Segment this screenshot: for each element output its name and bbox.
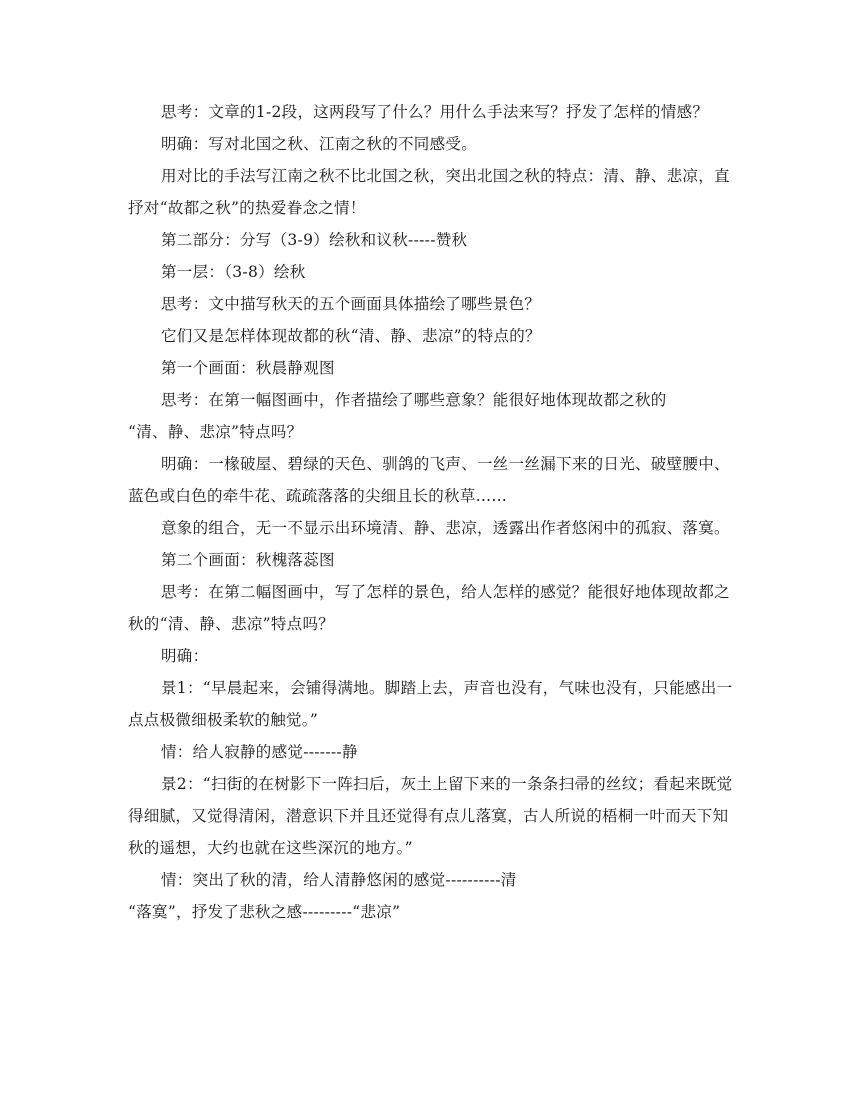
paragraph: 情：突出了秋的清，给人清静悠闲的感觉----------清 <box>161 871 517 889</box>
paragraph: 用对比的手法写江南之秋不比北国之秋，突出北国之秋的特点：清、静、悲凉，直抒对“故都之秋”的热爱眷念之情！ <box>128 167 730 217</box>
paragraph: 思考：在第二幅图画中，写了怎样的景色，给人怎样的感觉？能很好地体现故都之秋的“清、静、悲凉”特点吗？ <box>128 583 730 633</box>
paragraph: 明确： <box>161 647 209 665</box>
paragraph: 景2：“扫街的在树影下一阵扫后，灰土上留下来的一条条扫帚的丝纹；看起来既觉得细腻，又觉得清闲，潜意识下并且还觉得有点儿落寞，古人所说的梧桐一叶而天下知秋的遥想，大约也就在这些深沉的地方。” <box>128 775 733 857</box>
paragraph: 第二部分：分写（3-9）绘秋和议秋-----赞秋 <box>161 231 468 249</box>
paragraph: 思考：在第一幅图画中，作者描绘了哪些意象？能很好地体现故都之秋的 <box>161 391 667 409</box>
paragraph: 意象的组合，无一不显示出环境清、静、悲凉，透露出作者悠闲中的孤寂、落寞。 <box>161 519 730 537</box>
paragraph: 明确：写对北国之秋、江南之秋的不同感受。 <box>161 135 478 153</box>
document-body <box>128 96 738 928</box>
paragraph: 它们又是怎样体现故都的秋“清、静、悲凉”的特点的？ <box>161 327 541 345</box>
paragraph: 第一个画面：秋晨静观图 <box>161 359 335 377</box>
paragraph: 第一层：（3-8）绘秋 <box>161 263 306 281</box>
paragraph: “落寞”，抒发了悲秋之感---------“悲凉” <box>128 903 401 921</box>
paragraph: 明确：一椽破屋、碧绿的天色、驯鸽的飞声、一丝一丝漏下来的日光、破壁腰中、蓝色或白色的牵牛花、疏疏落落的尖细且长的秋草…… <box>128 455 730 505</box>
paragraph: “清、静、悲凉”特点吗？ <box>128 423 303 441</box>
paragraph: 思考：文章的1-2段，这两段写了什么？用什么手法来写？抒发了怎样的情感？ <box>161 103 709 121</box>
paragraph: 情：给人寂静的感觉-------静 <box>161 743 358 761</box>
paragraph: 思考：文中描写秋天的五个画面具体描绘了哪些景色？ <box>161 295 541 313</box>
paragraph: 第二个画面：秋槐落蕊图 <box>161 551 335 569</box>
paragraph: 景1：“早晨起来，会铺得满地。脚踏上去，声音也没有，气味也没有，只能感出一点点极微细极柔软的触觉。” <box>128 679 733 729</box>
